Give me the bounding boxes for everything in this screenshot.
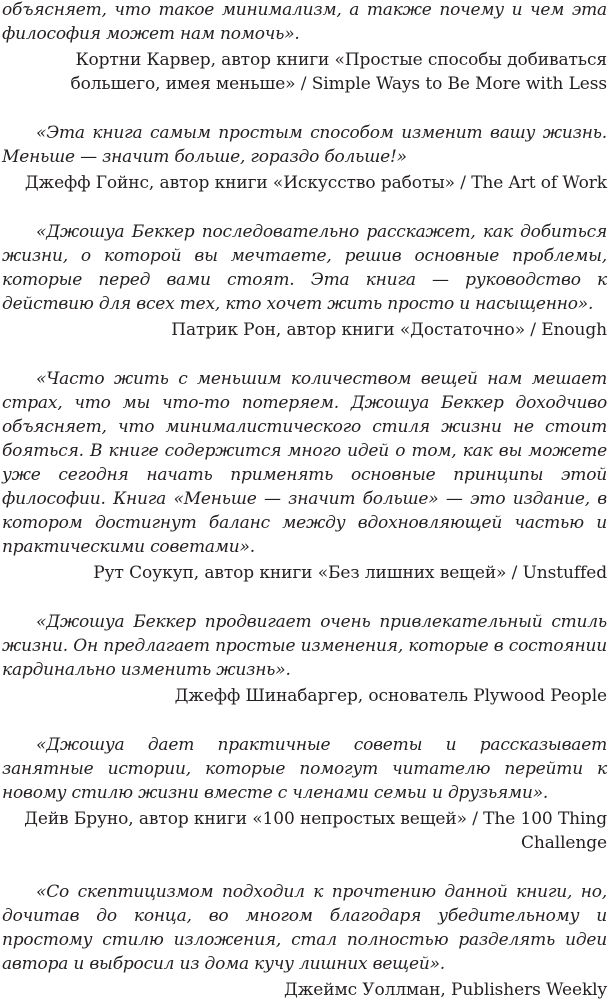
testimonial-quote: «Часто жить с меньшим количеством вещей нам мешает страх, что мы что-то потеряем. Джошуа Беккер доходчиво объясняет, что минималистического стиля жизни не стоит бояться. В книге содержится много идей о том, как вы можете уже сегодня начать применять основные принципы этой философии. Книга «Меньше — значит больше» — это издание, в котором достигнут баланс между вдохновляющей частью и практическими советами». xyxy=(2,369,607,557)
testimonial-attribution: Патрик Рон, автор книги «Достаточно» / Enough xyxy=(171,320,607,340)
testimonial-attribution: Джеймс Уоллман, Publishers Weekly xyxy=(284,980,607,1000)
testimonial-block xyxy=(2,610,607,708)
testimonial-quote: «Джошуа Беккер продвигает очень привлекательный стиль жизни. Он предлагает простые изменения, которые в состоянии кардинально изменить жизнь». xyxy=(2,612,607,680)
testimonial-quote: «Со скептицизмом подходил к прочтению данной книги, но, дочитав до конца, во многом благодаря убедительному и простому стилю изложения, стал полностью разделять идеи автора и выбросил из дома кучу лишних вещей». xyxy=(2,882,607,974)
testimonial-attribution: Дейв Бруно, автор книги «100 непростых вещей» / The 100 Thing Challenge xyxy=(24,809,607,853)
testimonial-attribution: Джефф Шинабаргер, основатель Plywood People xyxy=(174,686,607,706)
testimonial-attribution: Кортни Карвер, автор книги «Простые способы добиваться большего, имея меньше» / Simple Ways to Be More with Less xyxy=(70,50,607,94)
testimonial-quote: объясняет, что такое минимализм, а также почему и чем эта философия может нам помочь». xyxy=(2,0,607,44)
testimonial-block xyxy=(2,220,607,342)
testimonial-attribution: Джефф Гойнс, автор книги «Искусство работы» / The Art of Work xyxy=(24,173,607,193)
testimonial-block xyxy=(2,121,607,195)
testimonial-block xyxy=(2,733,607,855)
testimonial-quote: «Эта книга самым простым способом изменит вашу жизнь. Меньше — значит больше, гораздо больше!» xyxy=(2,123,607,167)
testimonial-quote: «Джошуа дает практичные советы и рассказывает занятные истории, которые помогут читателю перейти к новому стилю жизни вместе с членами семьи и друзьями». xyxy=(2,735,607,803)
testimonial-block xyxy=(2,0,607,96)
testimonial-attribution: Рут Соукуп, автор книги «Без лишних вещей» / Unstuffed xyxy=(93,563,607,583)
testimonial-block xyxy=(2,367,607,585)
testimonial-quote: «Джошуа Беккер последовательно расскажет, как добиться жизни, о которой вы мечтаете, решив основные проблемы, которые перед вами стоят. Эта книга — руководство к действию для всех тех, кто хочет жить просто и насыщенно». xyxy=(2,222,607,314)
testimonial-block xyxy=(2,880,607,1002)
